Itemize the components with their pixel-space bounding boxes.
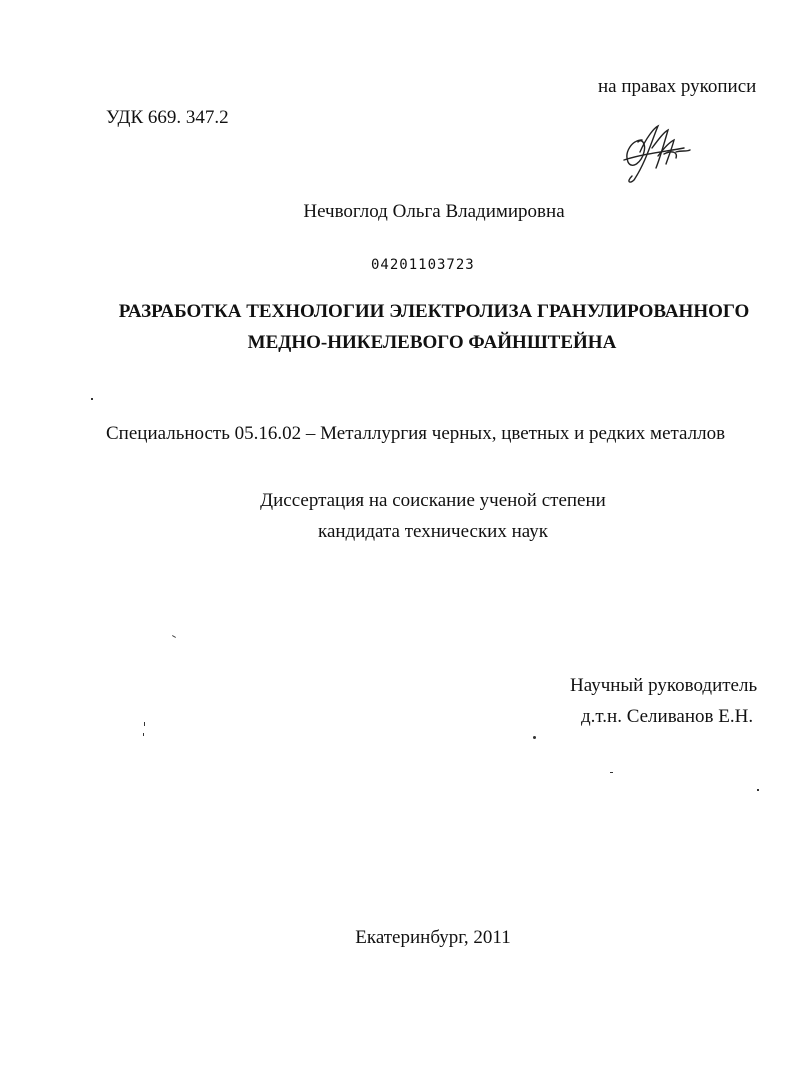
scan-speck: [757, 789, 759, 791]
title-line-1: РАЗРАБОТКА ТЕХНОЛОГИИ ЭЛЕКТРОЛИЗА ГРАНУЛИРОВАННОГО: [118, 301, 750, 322]
supervisor-title: Научный руководитель: [570, 675, 758, 696]
dissertation-title: [0, 296, 796, 358]
degree-line-1: Диссертация на соискание ученой степени: [260, 490, 606, 511]
scan-speck: [144, 722, 145, 726]
author-name: Нечвоглод Ольга Владимировна: [303, 201, 565, 222]
scan-speck: [533, 736, 536, 739]
scan-speck: [172, 635, 176, 638]
degree-statement: [0, 485, 796, 547]
specialty-line: Специальность 05.16.02 – Металлургия черных, цветных и редких металлов: [106, 423, 726, 444]
scan-speck: [610, 772, 613, 773]
degree-line-2: кандидата технических наук: [318, 521, 548, 542]
supervisor-name: д.т.н. Селиванов Е.Н.: [581, 706, 754, 727]
signature-image: [612, 118, 702, 188]
rights-notice: на правах рукописи: [598, 76, 757, 97]
scan-speck: [91, 398, 93, 400]
serial-number: 04201103723: [371, 257, 475, 273]
title-line-2: МЕДНО-НИКЕЛЕВОГО ФАЙНШТЕЙНА: [247, 332, 617, 353]
udk-code: УДК 669. 347.2: [106, 107, 229, 128]
scan-speck: [143, 733, 144, 736]
city-year: Екатеринбург, 2011: [355, 927, 511, 948]
